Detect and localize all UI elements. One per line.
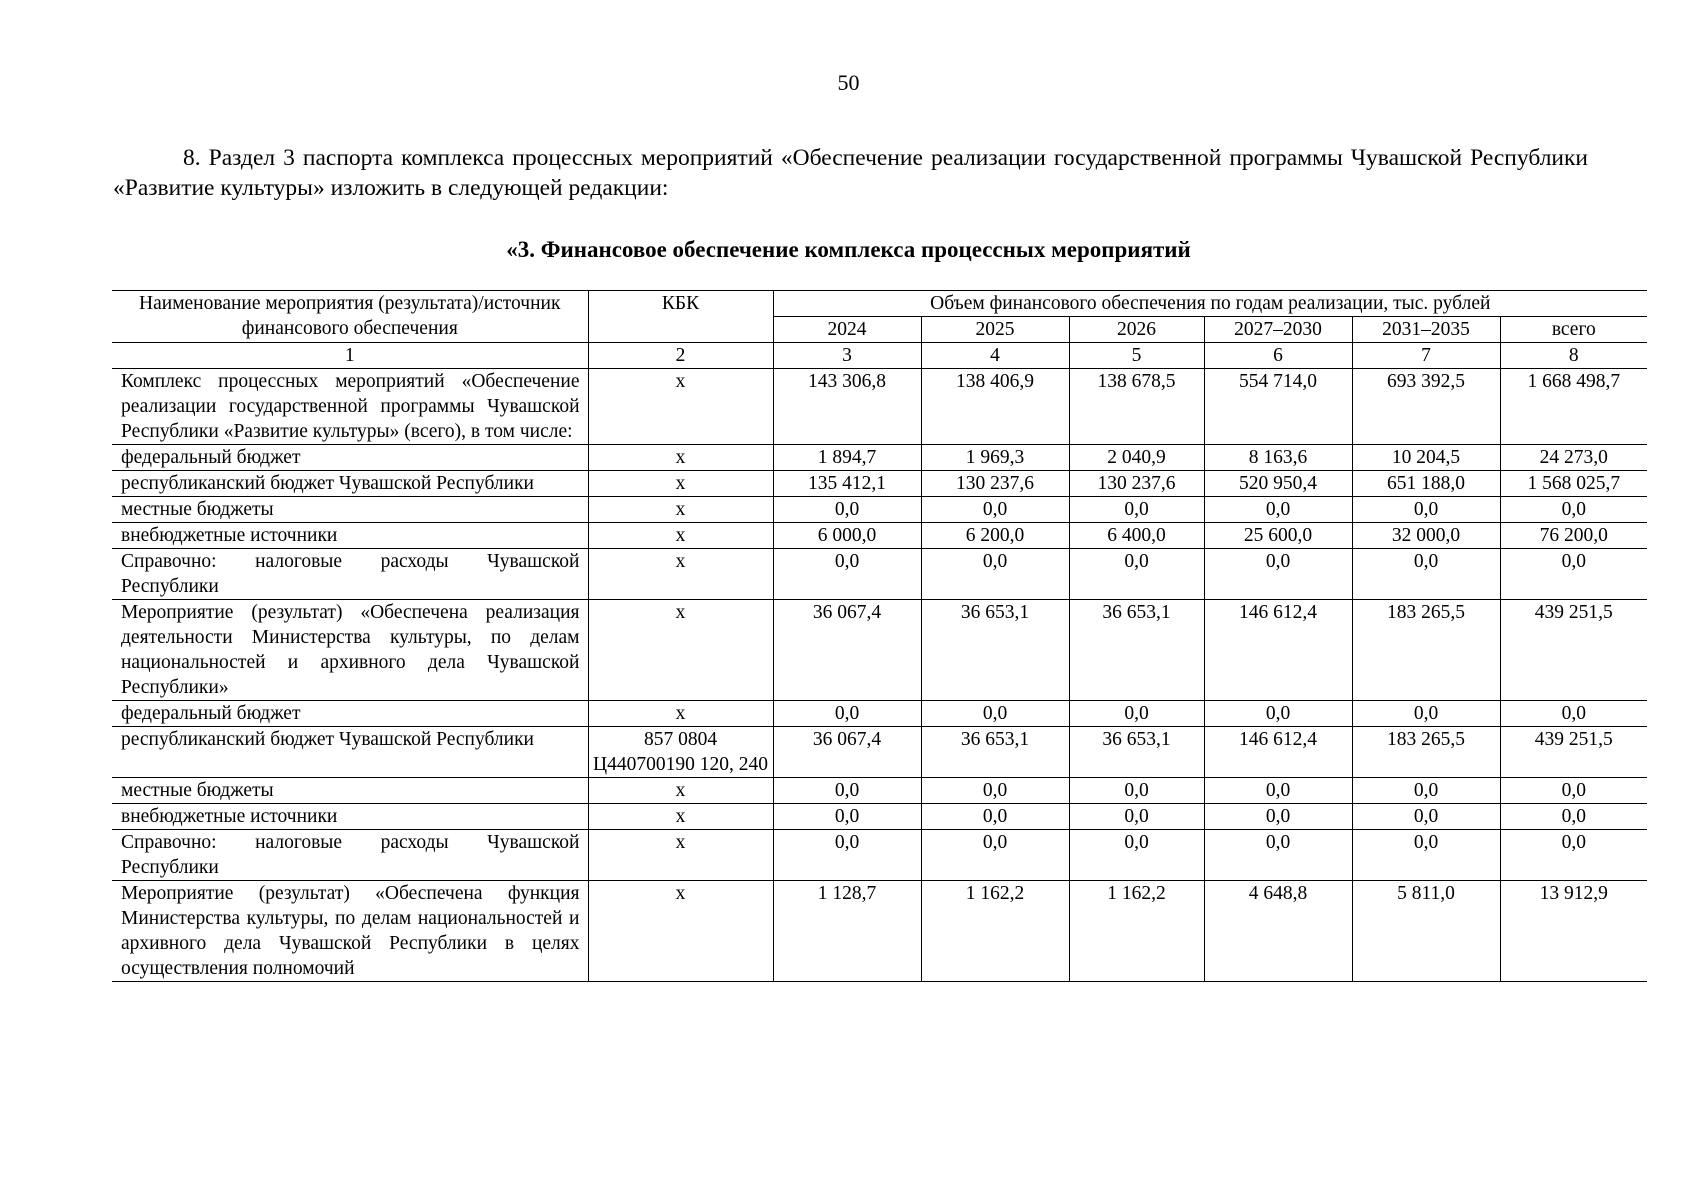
row-value-cell: 36 653,1 (1069, 727, 1204, 778)
row-value-cell: 76 200,0 (1500, 523, 1647, 549)
row-value-cell: 0,0 (1500, 701, 1647, 727)
col-number: 6 (1204, 343, 1352, 369)
row-value-cell: 0,0 (773, 804, 921, 830)
row-value-cell: 439 251,5 (1500, 600, 1647, 701)
row-value-cell: 146 612,4 (1204, 727, 1352, 778)
row-value-cell: 0,0 (773, 497, 921, 523)
row-value-cell: 6 200,0 (921, 523, 1069, 549)
page-number: 50 (837, 70, 860, 95)
row-value-cell: 138 406,9 (921, 369, 1069, 445)
row-value-cell: 0,0 (921, 804, 1069, 830)
row-value-cell: 0,0 (1204, 497, 1352, 523)
row-value-cell: 135 412,1 (773, 471, 921, 497)
row-value-cell: 1 162,2 (1069, 881, 1204, 982)
table-row (112, 445, 1647, 471)
table-row (112, 804, 1647, 830)
table-row (112, 369, 1647, 445)
row-name-cell: Справочно: налоговые расходы Чувашской Республики (112, 549, 588, 600)
row-value-cell: 0,0 (1069, 549, 1204, 600)
row-value-cell: 130 237,6 (921, 471, 1069, 497)
col-number: 5 (1069, 343, 1204, 369)
row-value-cell: 0,0 (1352, 701, 1500, 727)
row-value-cell: 32 000,0 (1352, 523, 1500, 549)
row-value-cell: 36 067,4 (773, 727, 921, 778)
row-value-cell: 1 162,2 (921, 881, 1069, 982)
table-row (112, 830, 1647, 881)
row-value-cell: 0,0 (1204, 549, 1352, 600)
row-value-cell: 36 653,1 (921, 600, 1069, 701)
row-name-cell: местные бюджеты (112, 778, 588, 804)
header-volume-group: Объем финансового обеспечения по годам реализации, тыс. рублей (773, 291, 1647, 317)
row-kbk-cell: х (588, 804, 773, 830)
header-kbk-col: КБК (588, 291, 773, 343)
table-row (112, 523, 1647, 549)
row-value-cell: 0,0 (1500, 549, 1647, 600)
row-kbk-cell: х (588, 549, 773, 600)
header-year-2031-2035: 2031–2035 (1352, 317, 1500, 343)
row-kbk-cell: х (588, 445, 773, 471)
header-year-2027-2030: 2027–2030 (1204, 317, 1352, 343)
row-value-cell: 0,0 (921, 701, 1069, 727)
row-value-cell: 36 653,1 (1069, 600, 1204, 701)
row-value-cell: 8 163,6 (1204, 445, 1352, 471)
row-kbk-cell: х (588, 497, 773, 523)
row-value-cell: 0,0 (1500, 830, 1647, 881)
row-value-cell: 651 188,0 (1352, 471, 1500, 497)
table-row (112, 497, 1647, 523)
row-value-cell: 1 969,3 (921, 445, 1069, 471)
row-value-cell: 1 568 025,7 (1500, 471, 1647, 497)
row-kbk-cell: х (588, 830, 773, 881)
col-number: 1 (112, 343, 588, 369)
row-name-cell: федеральный бюджет (112, 701, 588, 727)
row-value-cell: 520 950,4 (1204, 471, 1352, 497)
row-value-cell: 0,0 (1069, 830, 1204, 881)
col-number: 2 (588, 343, 773, 369)
row-value-cell: 13 912,9 (1500, 881, 1647, 982)
row-value-cell: 1 894,7 (773, 445, 921, 471)
row-value-cell: 0,0 (773, 830, 921, 881)
row-value-cell: 146 612,4 (1204, 600, 1352, 701)
row-name-cell: республиканский бюджет Чувашской Республики (112, 727, 588, 778)
row-value-cell: 10 204,5 (1352, 445, 1500, 471)
row-value-cell: 5 811,0 (1352, 881, 1500, 982)
row-value-cell: 0,0 (1204, 778, 1352, 804)
header-year-2024: 2024 (773, 317, 921, 343)
header-total: всего (1500, 317, 1647, 343)
row-name-cell: Справочно: налоговые расходы Чувашской Республики (112, 830, 588, 881)
row-value-cell: 183 265,5 (1352, 600, 1500, 701)
row-value-cell: 143 306,8 (773, 369, 921, 445)
row-value-cell: 0,0 (1352, 804, 1500, 830)
row-value-cell: 0,0 (921, 497, 1069, 523)
row-value-cell: 0,0 (1500, 804, 1647, 830)
col-number: 7 (1352, 343, 1500, 369)
row-value-cell: 1 668 498,7 (1500, 369, 1647, 445)
table-row (112, 600, 1647, 701)
row-value-cell: 36 067,4 (773, 600, 921, 701)
table-row (112, 549, 1647, 600)
row-value-cell: 0,0 (1069, 497, 1204, 523)
row-name-cell: Мероприятие (результат) «Обеспечена реализация деятельности Министерства культуры, по делам национальностей и архивного дела Чувашской Республики» (112, 600, 588, 701)
row-name-cell: местные бюджеты (112, 497, 588, 523)
intro-paragraph: 8. Раздел 3 паспорта комплекса процессных мероприятий «Обеспечение реализации государственной программы Чувашской Республики «Развитие культуры» изложить в следующей редакции: (113, 145, 1588, 201)
table-row (112, 778, 1647, 804)
row-kbk-cell: х (588, 471, 773, 497)
row-value-cell: 0,0 (773, 778, 921, 804)
header-year-2025: 2025 (921, 317, 1069, 343)
col-number: 3 (773, 343, 921, 369)
row-value-cell: 0,0 (1352, 830, 1500, 881)
row-value-cell: 0,0 (921, 549, 1069, 600)
row-value-cell: 693 392,5 (1352, 369, 1500, 445)
row-value-cell: 0,0 (1352, 497, 1500, 523)
row-value-cell: 0,0 (921, 778, 1069, 804)
row-value-cell: 0,0 (1069, 804, 1204, 830)
col-number: 8 (1500, 343, 1647, 369)
row-value-cell: 25 600,0 (1204, 523, 1352, 549)
row-name-cell: федеральный бюджет (112, 445, 588, 471)
row-kbk-cell: 857 0804 Ц440700190 120, 240 (588, 727, 773, 778)
row-value-cell: 0,0 (1204, 804, 1352, 830)
row-value-cell: 36 653,1 (921, 727, 1069, 778)
financing-table (112, 290, 1647, 982)
row-value-cell: 0,0 (1069, 701, 1204, 727)
row-kbk-cell: х (588, 881, 773, 982)
section-title: «3. Финансовое обеспечение комплекса процессных мероприятий (506, 237, 1191, 262)
col-number: 4 (921, 343, 1069, 369)
row-value-cell: 0,0 (921, 830, 1069, 881)
row-value-cell: 0,0 (1500, 778, 1647, 804)
row-value-cell: 0,0 (773, 701, 921, 727)
header-name-col: Наименование мероприятия (результата)/источник финансового обеспечения (112, 291, 588, 343)
row-value-cell: 138 678,5 (1069, 369, 1204, 445)
row-value-cell: 6 400,0 (1069, 523, 1204, 549)
row-name-cell: республиканский бюджет Чувашской Республики (112, 471, 588, 497)
row-kbk-cell: х (588, 600, 773, 701)
row-name-cell: Комплекс процессных мероприятий «Обеспечение реализации государственной программы Чувашской Республики «Развитие культуры» (всего), в том числе: (112, 369, 588, 445)
header-year-2026: 2026 (1069, 317, 1204, 343)
row-value-cell: 554 714,0 (1204, 369, 1352, 445)
row-value-cell: 0,0 (1069, 778, 1204, 804)
row-value-cell: 2 040,9 (1069, 445, 1204, 471)
table-row (112, 701, 1647, 727)
row-value-cell: 0,0 (1500, 497, 1647, 523)
row-value-cell: 6 000,0 (773, 523, 921, 549)
row-name-cell: внебюджетные источники (112, 523, 588, 549)
row-value-cell: 130 237,6 (1069, 471, 1204, 497)
row-value-cell: 183 265,5 (1352, 727, 1500, 778)
row-kbk-cell: х (588, 369, 773, 445)
row-value-cell: 0,0 (1204, 830, 1352, 881)
row-value-cell: 439 251,5 (1500, 727, 1647, 778)
row-value-cell: 0,0 (1204, 701, 1352, 727)
row-name-cell: Мероприятие (результат) «Обеспечена функция Министерства культуры, по делам национальностей и архивного дела Чувашской Республики в целях осуществления полномочий (112, 881, 588, 982)
column-numbers-row (112, 343, 1647, 369)
row-kbk-cell: х (588, 701, 773, 727)
table-row (112, 727, 1647, 778)
table-row (112, 471, 1647, 497)
row-kbk-cell: х (588, 778, 773, 804)
row-kbk-cell: х (588, 523, 773, 549)
row-value-cell: 1 128,7 (773, 881, 921, 982)
table-row (112, 881, 1647, 982)
row-value-cell: 4 648,8 (1204, 881, 1352, 982)
row-value-cell: 0,0 (1352, 549, 1500, 600)
row-value-cell: 24 273,0 (1500, 445, 1647, 471)
table-header-row (112, 291, 1647, 317)
row-value-cell: 0,0 (773, 549, 921, 600)
row-value-cell: 0,0 (1352, 778, 1500, 804)
row-name-cell: внебюджетные источники (112, 804, 588, 830)
